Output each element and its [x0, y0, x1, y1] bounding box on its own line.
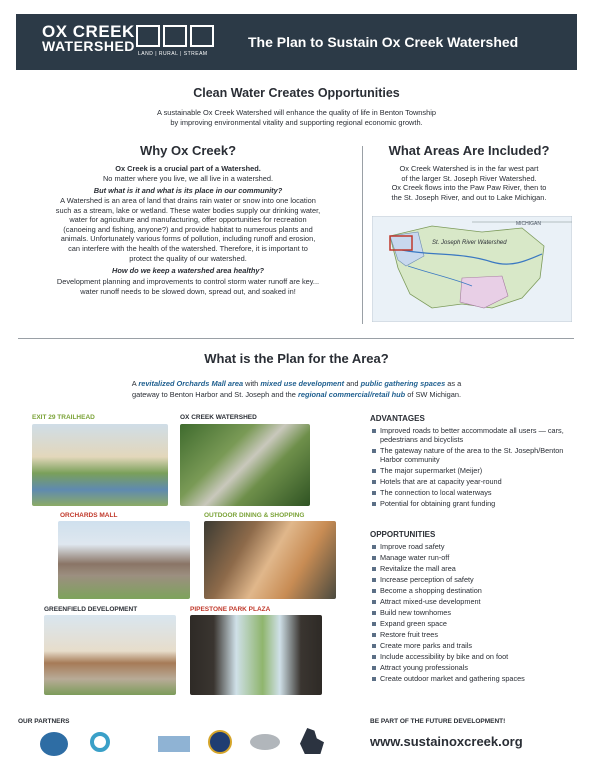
areas-heading: What Areas Are Included? [388, 143, 550, 158]
list-item: Attract mixed-use development [370, 597, 576, 606]
list-item: Improved roads to better accommodate all users — cars, pedestrians and bicyclists [370, 426, 566, 444]
partner-logo-1 [40, 732, 68, 756]
opportunities-list [370, 542, 576, 685]
list-item: Include accessibility by bike and on foot [370, 652, 576, 661]
why-body: A Watershed is an area of land that drains rain water or snow into one location such as a stream, lake or wetland. These water bodies supply our drinking water, water for agriculture and manufacturing, offer opportunities for recreation (canoeing and fishing, anyone?) and provide habitat to numerous plants and animals. Unfortunately various forms of pollution, including runoff and erosion, can interfere with the health of the watershed. Therefore, it is important to protect the quality of our watershed. [55, 196, 321, 263]
partner-logo-4 [208, 730, 232, 754]
intro-line-1: A sustainable Ox Creek Watershed will enhance the quality of life in Benton Township [157, 108, 436, 117]
header-banner [16, 14, 577, 70]
intro-heading: Clean Water Creates Opportunities [193, 86, 400, 100]
list-item: Revitalize the mall area [370, 564, 576, 573]
advantages-title: ADVANTAGES [370, 414, 425, 423]
intro-line-2: by improving environmental vitality and supporting regional economic growth. [170, 118, 423, 127]
map-river-label: St. Joseph River Watershed [432, 240, 507, 246]
list-item: Potential for obtaining grant funding [370, 499, 566, 508]
website-link[interactable]: www.sustainoxcreek.org [370, 734, 523, 749]
partners-label: OUR PARTNERS [18, 718, 70, 725]
caption-orchards-mall: ORCHARDS MALL [60, 512, 118, 519]
list-item: The gateway nature of the area to the St. Joseph/Benton Harbor community [370, 446, 566, 464]
column-divider [362, 146, 363, 324]
section-divider [18, 338, 574, 339]
list-item: The major supermarket (Meijer) [370, 466, 566, 475]
why-q1-text: No matter where you live, we all live in a watershed. [102, 174, 274, 183]
list-item: Expand green space [370, 619, 576, 628]
photo-orchards-mall [58, 521, 190, 599]
caption-exit29: EXIT 29 TRAILHEAD [32, 414, 95, 421]
list-item: Improve road safety [370, 542, 576, 551]
plan-heading: What is the Plan for the Area? [204, 351, 389, 366]
list-item: Create outdoor market and gathering spaces [370, 674, 576, 683]
photo-outdoor-dining [204, 521, 336, 599]
why-heading: Why Ox Creek? [139, 143, 237, 158]
why-q3: How do we keep a watershed area healthy? [112, 266, 264, 275]
photo-ox-creek-watershed [180, 424, 310, 506]
partner-logo-6 [300, 728, 324, 754]
opportunities-title: OPPORTUNITIES [370, 530, 436, 539]
plan-line-1: A revitalized Orchards Mall area with mixed use development and public gathering spaces as a [131, 379, 462, 388]
list-item: Manage water run-off [370, 553, 576, 562]
logo-subtitle: LAND | RURAL | STREAM [138, 51, 208, 57]
caption-outdoor-dining: OUTDOOR DINING & SHOPPING [204, 512, 305, 519]
logo-marks-icon [136, 25, 214, 47]
advantages-list [370, 426, 566, 510]
watershed-map [372, 216, 572, 322]
caption-greenfield: GREENFIELD DEVELOPMENT [44, 606, 138, 613]
why-q1: Ox Creek is a crucial part of a Watershed. [115, 164, 261, 173]
list-item: Restore fruit trees [370, 630, 576, 639]
photo-greenfield-development [44, 615, 176, 695]
caption-ox-creek: OX CREEK WATERSHED [180, 414, 257, 421]
areas-body: Ox Creek Watershed is in the far west part of the larger St. Joseph River Watershed. Ox Creek flows into the Paw Paw River, then to the St. Joseph River, and out to Lake Michigan. [391, 164, 547, 202]
ox-creek-logo: OX CREEK WATERSHED [42, 22, 135, 54]
plan-line-2: gateway to Benton Harbor and St. Joseph and the regional commercial/retail hub of SW Michigan. [131, 390, 462, 399]
list-item: Become a shopping destination [370, 586, 576, 595]
list-item: The connection to local waterways [370, 488, 566, 497]
header-title: The Plan to Sustain Ox Creek Watershed [248, 34, 519, 50]
photo-exit29-trailhead [32, 424, 168, 506]
why-q3-text: Development planning and improvements to control storm water runoff are key... water runoff needs to be slowed down, spread out, and soaked in! [56, 277, 320, 296]
list-item: Hotels that are at capacity year-round [370, 477, 566, 486]
partner-logo-2 [90, 732, 110, 752]
list-item: Build new townhomes [370, 608, 576, 617]
list-item: Increase perception of safety [370, 575, 576, 584]
map-state-label: MICHIGAN [516, 221, 541, 227]
caption-pipestone: PIPESTONE PARK PLAZA [190, 606, 271, 613]
photo-pipestone-park-plaza [190, 615, 322, 695]
list-item: Attract young professionals [370, 663, 576, 672]
list-item: Create more parks and trails [370, 641, 576, 650]
partner-logo-5 [250, 734, 280, 750]
why-q2: But what is it and what is its place in our community? [93, 186, 283, 195]
cta-label: BE PART OF THE FUTURE DEVELOPMENT! [370, 718, 506, 725]
partner-logo-3 [158, 736, 190, 752]
